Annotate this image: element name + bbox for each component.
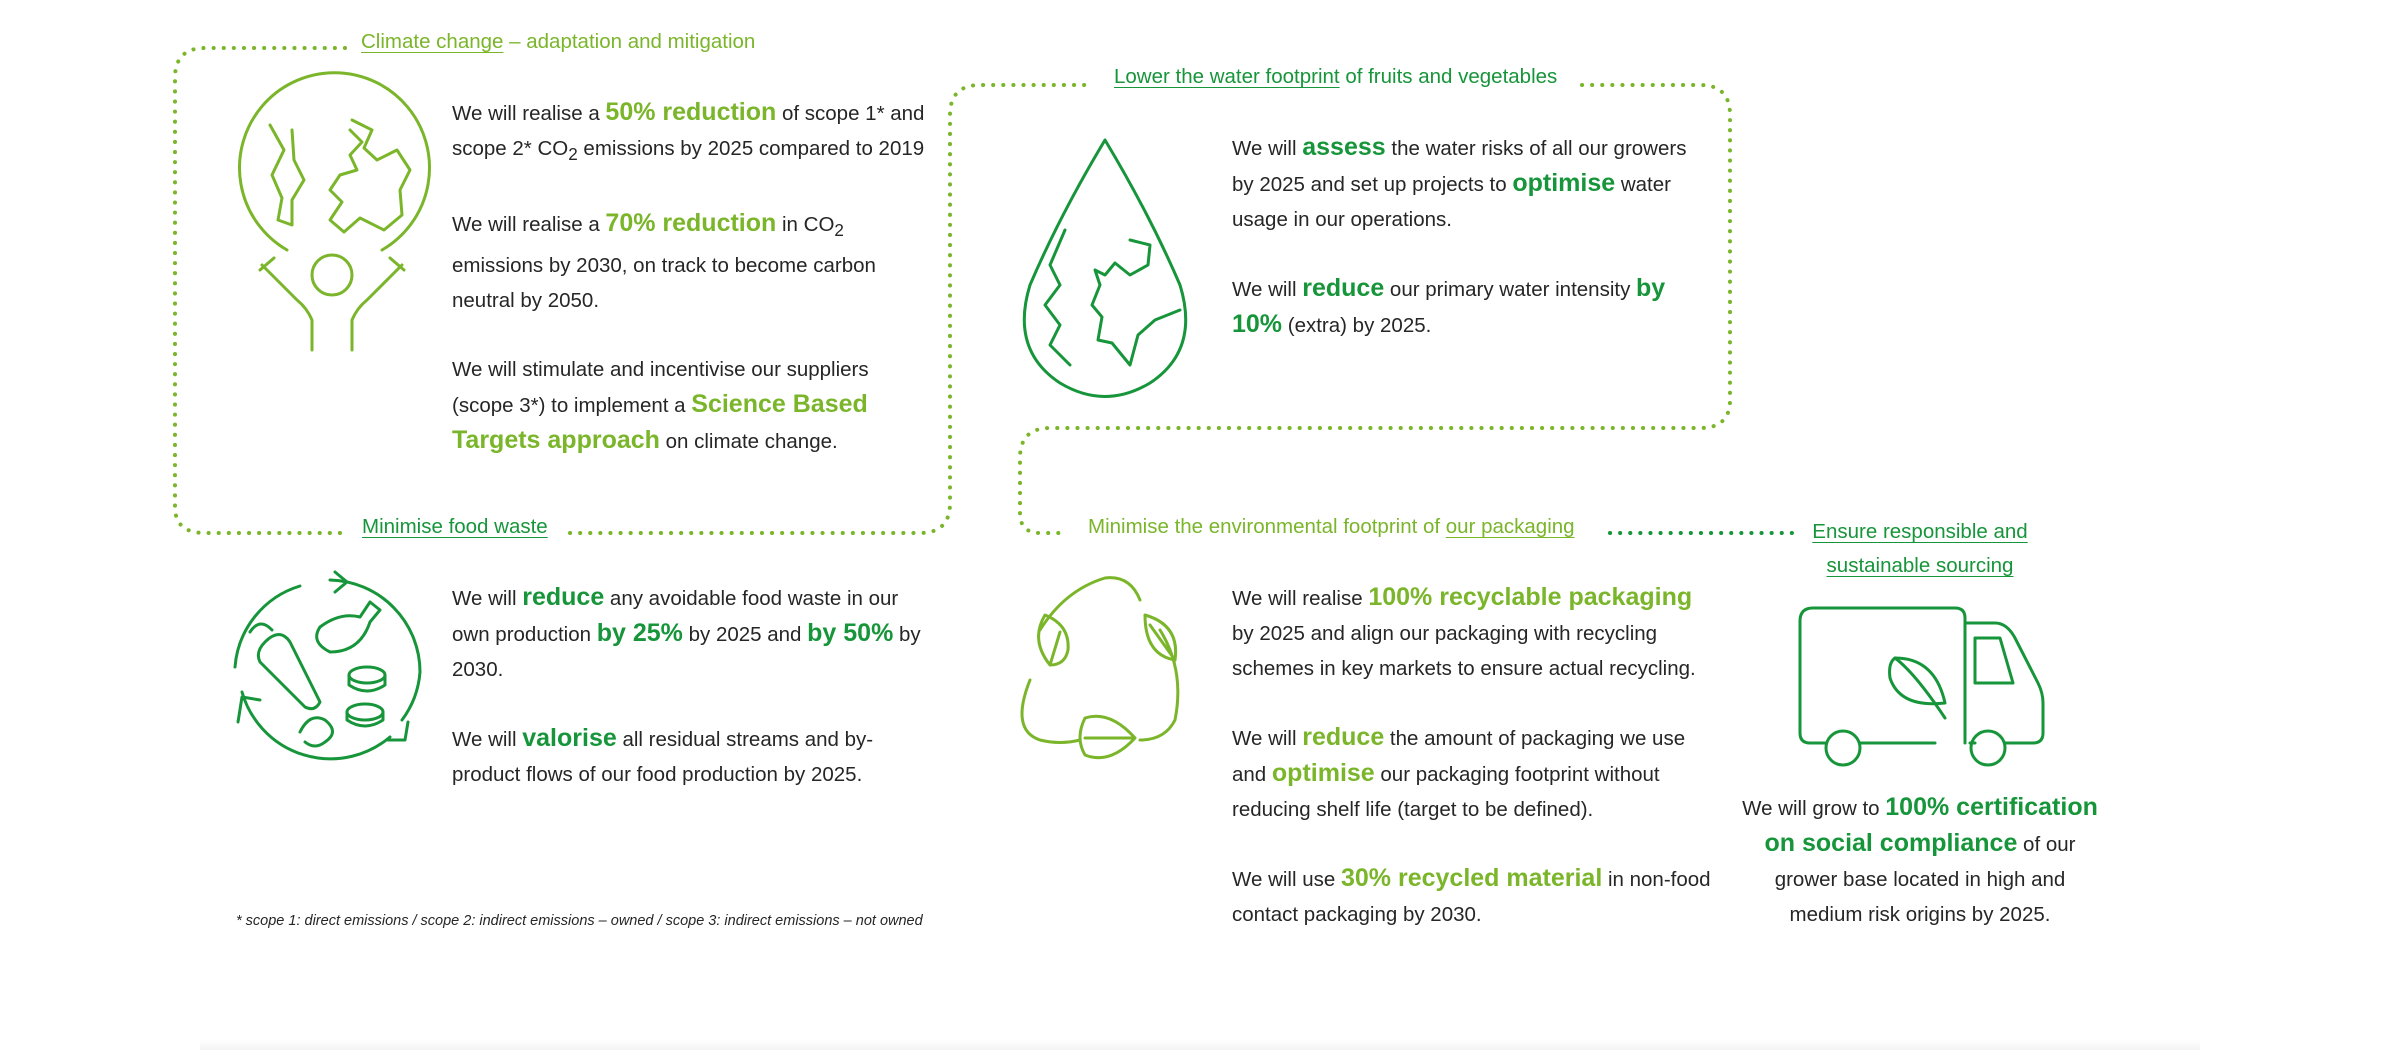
- climate-text: [452, 95, 932, 493]
- climate-title-underlined: Climate change: [361, 30, 504, 53]
- footnote: * scope 1: direct emissions / scope 2: indirect emissions – owned / scope 3: indirect emissions – not owned: [236, 913, 923, 929]
- climate-title-rest: – adaptation and mitigation: [503, 30, 756, 53]
- packaging-title-rest: Minimise the environmental footprint of: [1088, 515, 1446, 538]
- sourcing-title: [1810, 515, 2030, 583]
- food-waste-para-1: We will reduce any avoidable food waste in our own production by 25% by 2025 and by 50% by 2030.: [452, 583, 921, 681]
- climate-para-2: We will realise a 70% reduction in $CO_2$ emissions by 2030, on track to become carbon neutral by 2050.: [452, 209, 876, 313]
- bottom-shadow: [200, 1040, 2200, 1050]
- packaging-title: [1088, 515, 1575, 540]
- globe-person-icon: [232, 100, 432, 355]
- packaging-para-2: We will reduce the amount of packaging we use and optimise our packaging footprint without reducing shelf life (target to be defined).: [1232, 723, 1686, 821]
- sourcing-text: [1740, 790, 2100, 966]
- climate-highlight-3: Science Based Targets approach: [452, 390, 868, 455]
- sourcing-title-line2: sustainable sourcing: [1826, 554, 2014, 577]
- water-title-underlined: Lower the water footprint: [1114, 65, 1340, 88]
- packaging-para-3: We will use 30% recycled material in non-food contact packaging by 2030.: [1232, 864, 1711, 926]
- packaging-para-1: We will realise 100% recyclable packaging by 2025 and align our packaging with recycling schemes in key markets to ensure actual recycling.: [1232, 583, 1696, 680]
- water-title-rest: of fruits and vegetables: [1339, 65, 1558, 88]
- water-title: [1114, 65, 1557, 90]
- water-drop-globe-icon: [1020, 135, 1190, 400]
- food-recycle-icon: [230, 572, 430, 777]
- climate-para-1: We will realise a 50% reduction of scope 1* and scope 2* $CO_2$ emissions by 2025 compared to 2019: [452, 98, 925, 165]
- sourcing-title-line1: Ensure responsible and: [1812, 520, 2028, 543]
- climate-highlight-1: 50% reduction: [605, 98, 777, 126]
- food-waste-title: [362, 515, 548, 540]
- food-waste-title-text: Minimise food waste: [362, 515, 548, 538]
- food-waste-text: [452, 580, 932, 826]
- water-para-2: We will reduce our primary water intensity by 10% (extra) by 2025.: [1232, 274, 1666, 338]
- water-text: [1232, 130, 1712, 377]
- sourcing-para: We will grow to 100% certification on social compliance of our grower base located in high and medium risk origins by 2025.: [1742, 793, 2098, 926]
- truck-leaf-icon: [1795, 603, 2045, 768]
- climate-highlight-2: 70% reduction: [605, 209, 777, 238]
- packaging-title-underlined: our packaging: [1445, 515, 1575, 538]
- climate-para-3: We will stimulate and incentivise our suppliers (scope 3*) to implement a Science Based Targets approach on climate change.: [452, 358, 869, 455]
- water-para-1: We will assess the water risks of all our growers by 2025 and set up projects to optimise water usage in our operations.: [1232, 133, 1687, 231]
- climate-title: [361, 30, 755, 55]
- recycle-leaves-icon: [1010, 570, 1200, 770]
- packaging-text: [1232, 580, 1712, 966]
- food-waste-para-2: We will valorise all residual streams and by-product flows of our food production by 2025.: [452, 724, 874, 786]
